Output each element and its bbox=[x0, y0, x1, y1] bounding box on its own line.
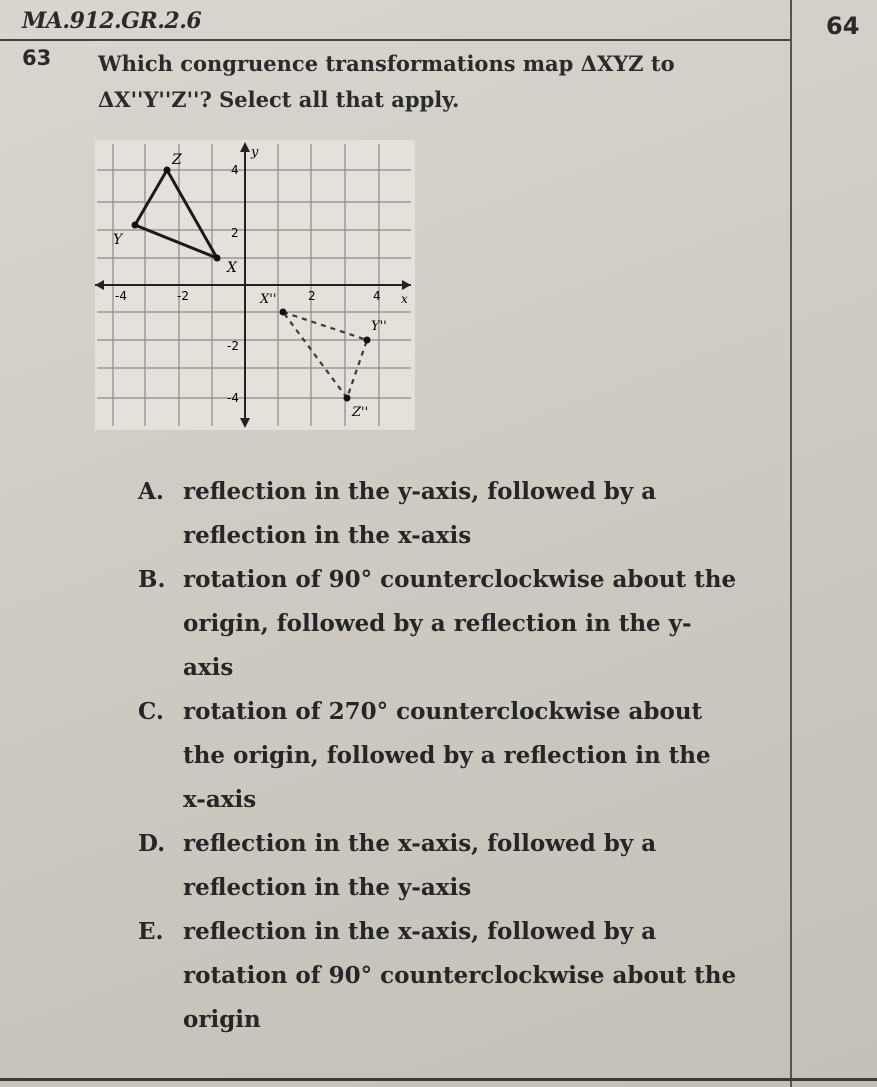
choice-text: rotation of 90° counterclockwise about the bbox=[183, 566, 737, 593]
choice-c[interactable] bbox=[138, 690, 858, 822]
choice-text: rotation of 90° counterclockwise about the bbox=[183, 962, 737, 989]
standard-code: MA.912.GR.2.6 bbox=[22, 8, 202, 34]
choice-e[interactable] bbox=[138, 910, 858, 1042]
label-x2: X'' bbox=[260, 292, 277, 307]
choice-text: reflection in the x-axis, followed by a bbox=[183, 830, 657, 857]
question-number: 63 bbox=[22, 46, 52, 70]
answer-choices bbox=[138, 470, 858, 1042]
question-line-1: Which congruence transformations map ΔXYZ to bbox=[98, 51, 675, 76]
question-prompt bbox=[98, 46, 778, 118]
x-tick-label: 2 bbox=[308, 289, 316, 303]
bottom-divider bbox=[0, 1078, 877, 1081]
label-y: Y bbox=[113, 232, 123, 248]
choice-a[interactable] bbox=[138, 470, 858, 558]
choice-text: axis bbox=[183, 654, 234, 681]
coordinate-graph bbox=[95, 140, 415, 430]
point-z bbox=[164, 167, 171, 174]
y-tick-label: 2 bbox=[231, 226, 239, 240]
point-y2 bbox=[364, 337, 371, 344]
choice-letter: B. bbox=[138, 566, 166, 593]
choice-letter: C. bbox=[138, 698, 164, 725]
choice-letter: E. bbox=[138, 918, 164, 945]
y-tick-label: 4 bbox=[231, 163, 239, 177]
label-x: X bbox=[227, 260, 237, 276]
page-number: 64 bbox=[826, 12, 860, 40]
choice-text: reflection in the y-axis bbox=[183, 874, 472, 901]
choice-text: origin, followed by a reflection in the y- bbox=[183, 610, 692, 637]
point-z2 bbox=[344, 395, 351, 402]
choice-text: origin bbox=[183, 1006, 261, 1033]
choice-text: the origin, followed by a reflection in the bbox=[183, 742, 711, 769]
choice-text: reflection in the y-axis, followed by a bbox=[183, 478, 657, 505]
choice-letter: A. bbox=[138, 478, 164, 505]
choice-b[interactable] bbox=[138, 558, 858, 690]
label-z: Z bbox=[172, 152, 182, 168]
x-tick-label: -2 bbox=[177, 289, 189, 303]
header-divider bbox=[0, 39, 790, 41]
x-tick-label: -4 bbox=[115, 289, 127, 303]
point-y bbox=[132, 222, 139, 229]
label-y2: Y'' bbox=[371, 319, 387, 334]
choice-text: rotation of 270° counterclockwise about bbox=[183, 698, 703, 725]
y-tick-label: -2 bbox=[227, 339, 239, 353]
question-line-2: ΔX''Y''Z''? Select all that apply. bbox=[98, 87, 460, 112]
y-tick-label: -4 bbox=[227, 391, 239, 405]
choice-text: x-axis bbox=[183, 786, 257, 813]
choice-d[interactable] bbox=[138, 822, 858, 910]
choice-text: reflection in the x-axis, followed by a bbox=[183, 918, 657, 945]
y-axis-label: y bbox=[251, 145, 259, 160]
x-tick-label: 4 bbox=[373, 289, 381, 303]
point-x2 bbox=[280, 309, 287, 316]
point-x bbox=[214, 255, 221, 262]
choice-text: reflection in the x-axis bbox=[183, 522, 472, 549]
label-z2: Z'' bbox=[352, 405, 369, 420]
x-axis-label: x bbox=[401, 292, 408, 306]
choice-letter: D. bbox=[138, 830, 166, 857]
